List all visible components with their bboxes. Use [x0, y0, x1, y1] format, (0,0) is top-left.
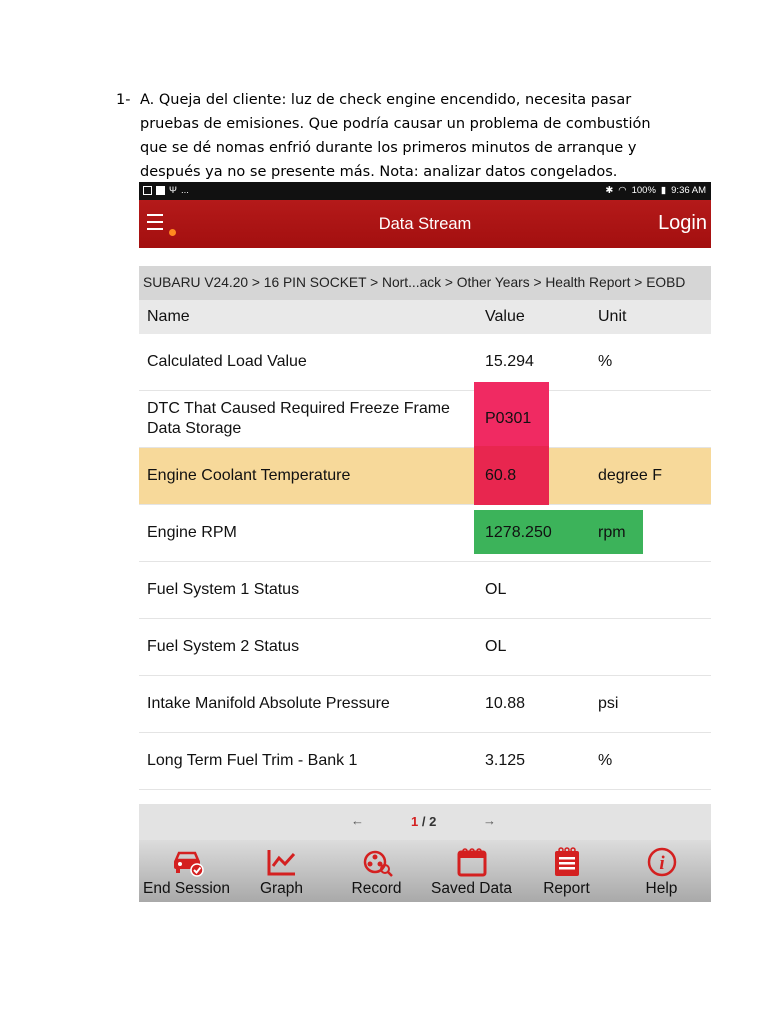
help-button[interactable]	[614, 840, 709, 902]
row-value: OL	[485, 581, 507, 598]
column-header-value: Value	[485, 308, 525, 325]
saved-data-icon	[455, 846, 489, 878]
record-button[interactable]	[329, 840, 424, 902]
pagination	[139, 804, 711, 840]
table-row[interactable]	[139, 619, 711, 676]
end-session-label: End Session	[142, 880, 231, 897]
question-line: pruebas de emisiones. Que podría causar un problema de combustión	[140, 116, 651, 132]
row-value: 1278.250	[485, 524, 552, 541]
report-button[interactable]	[519, 840, 614, 902]
row-unit: %	[598, 353, 613, 370]
row-name: DTC That Caused Required Freeze Frame Data Storage	[147, 400, 450, 437]
battery-level: 100%	[631, 185, 656, 196]
wifi-icon: ◠	[618, 185, 627, 196]
row-value: 10.88	[485, 695, 526, 712]
row-name: Fuel System 1 Status	[147, 581, 300, 598]
table-row[interactable]	[139, 334, 711, 391]
row-name: Fuel System 2 Status	[147, 638, 300, 655]
saved-data-label: Saved Data	[431, 880, 512, 897]
question-line: que se dé nomas enfrió durante los primeros minutos de arranque y	[140, 140, 637, 156]
saved-data-button[interactable]	[424, 840, 519, 902]
table-row[interactable]	[139, 676, 711, 733]
table-row[interactable]	[139, 391, 711, 448]
current-page: 1	[411, 814, 419, 829]
question-line: A. Queja del cliente: luz de check engine encendido, necesita pasar	[140, 92, 632, 108]
column-header-unit: Unit	[598, 308, 627, 325]
table-row[interactable]	[139, 733, 711, 790]
row-value: 3.125	[485, 752, 526, 769]
help-label: Help	[645, 880, 678, 897]
record-icon	[360, 846, 394, 878]
row-value: 60.8	[485, 467, 517, 484]
graph-icon	[265, 846, 299, 878]
row-name: Intake Manifold Absolute Pressure	[147, 695, 390, 712]
column-header-name: Name	[147, 308, 190, 325]
question-line: después ya no se presente más. Nota: analizar datos congelados.	[140, 164, 618, 180]
row-name: Engine RPM	[147, 524, 237, 541]
notification-more: ...	[180, 185, 189, 196]
row-unit: rpm	[598, 524, 626, 541]
page-title: Data Stream	[378, 215, 472, 233]
usb-icon: Ψ	[169, 185, 177, 196]
row-unit: %	[598, 752, 613, 769]
graph-label: Graph	[259, 880, 304, 897]
table-row[interactable]	[139, 562, 711, 619]
app-screenshot	[139, 182, 711, 902]
breadcrumb[interactable]: SUBARU V24.20 > 16 PIN SOCKET > Nort...ack > Other Years > Health Report > EOBD	[139, 266, 711, 300]
record-label: Record	[351, 880, 402, 897]
battery-icon: ▮	[660, 185, 667, 196]
gallery-icon	[143, 186, 152, 195]
report-icon	[550, 846, 584, 878]
row-unit: psi	[598, 695, 619, 712]
row-name: Long Term Fuel Trim - Bank 1	[147, 752, 358, 769]
arrow-left-icon[interactable]: ←	[351, 813, 364, 828]
bottom-toolbar	[139, 840, 711, 902]
clock: 9:36 AM	[671, 185, 706, 196]
row-name: Calculated Load Value	[147, 353, 307, 370]
graph-button[interactable]	[234, 840, 329, 902]
total-pages: / 2	[421, 814, 437, 829]
app-bar	[139, 200, 711, 248]
bluetooth-icon: ✱	[605, 185, 614, 196]
row-unit: degree F	[598, 467, 663, 484]
row-value: OL	[485, 638, 507, 655]
table-header	[139, 300, 711, 334]
table-row-highlighted[interactable]	[139, 448, 711, 505]
row-value: 15.294	[485, 353, 534, 370]
page-indicator	[411, 814, 436, 829]
question-number: 1-	[116, 92, 131, 108]
row-value: P0301	[485, 410, 532, 427]
svg-text:i: i	[658, 853, 665, 874]
row-name: Engine Coolant Temperature	[147, 467, 351, 484]
arrow-right-icon[interactable]: →	[483, 813, 496, 828]
end-session-button[interactable]	[139, 840, 234, 902]
flipboard-icon	[156, 186, 165, 195]
status-bar	[139, 182, 711, 200]
login-button[interactable]: Login	[658, 212, 707, 234]
report-label: Report	[543, 880, 590, 897]
car-check-icon	[170, 846, 204, 878]
help-icon	[645, 846, 679, 878]
